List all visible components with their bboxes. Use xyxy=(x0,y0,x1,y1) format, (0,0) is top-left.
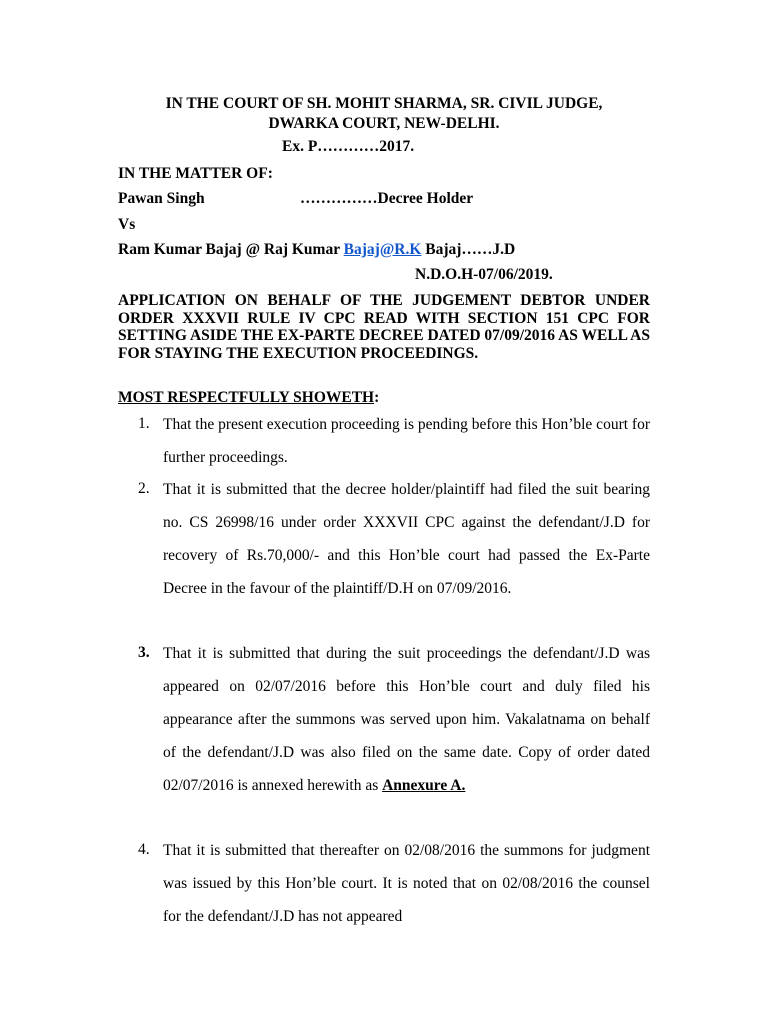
paragraph-1 xyxy=(118,408,650,474)
defendant-prefix: Ram Kumar Bajaj @ Raj Kumar xyxy=(118,241,344,258)
paragraph-3 xyxy=(118,637,650,802)
next-date-of-hearing: N.D.O.H-07/06/2019. xyxy=(415,266,553,283)
paragraph-number: 3. xyxy=(138,644,150,661)
paragraph-text xyxy=(163,637,650,802)
showeth-heading xyxy=(118,389,379,407)
paragraph-2 xyxy=(118,473,650,605)
plaintiff-role: ……………Decree Holder xyxy=(300,190,474,207)
court-heading-line2: DWARKA COURT, NEW-DELHI. xyxy=(268,115,500,132)
application-title: APPLICATION ON BEHALF OF THE JUDGEMENT DEBTOR UNDER ORDER XXXVII RULE IV CPC READ WITH SECTION 151 CPC FOR SETTING ASIDE THE EX-PARTE DECREE DATED 07/09/2016 AS WELL AS FOR STAYING THE EXECUTION PROCEEDINGS. xyxy=(118,292,650,362)
paragraph-number: 1. xyxy=(138,415,150,432)
paragraph-number: 2. xyxy=(138,480,150,497)
plaintiff-name: Pawan Singh xyxy=(118,190,205,207)
defendant-email-link[interactable]: Bajaj@R.K xyxy=(343,241,422,258)
paragraph-text: That the present execution proceeding is pending before this Hon’ble court for further proceedings. xyxy=(163,416,650,466)
showeth-text: MOST RESPECTFULLY SHOWETH xyxy=(118,389,375,406)
exhibit-number: Ex. P…………2017. xyxy=(282,138,415,155)
defendant-suffix: Bajaj……J.D xyxy=(421,241,516,258)
paragraph-4 xyxy=(118,834,650,933)
paragraph-body: That it is submitted that during the suit proceedings the defendant/J.D was appeared on 02/07/2016 before this Hon’ble court and duly filed his appearance after the summons was served upon him. Vakalatnama on behalf of the defendant/J.D was also filed on the same date. Copy of order dated 02/07/2016 is annexed herewith as xyxy=(163,645,650,794)
paragraph-number: 4. xyxy=(138,841,150,858)
paragraph-text: That it is submitted that the decree holder/plaintiff had filed the suit bearing no. CS 26998/16 under order XXXVII CPC against the defendant/J.D for recovery of Rs.70,000/- and this Hon’ble court had passed the Ex-Parte Decree in the favour of the plaintiff/D.H on 07/09/2016. xyxy=(163,481,650,597)
defendant-line xyxy=(118,241,515,259)
showeth-colon: : xyxy=(374,389,380,406)
paragraph-text: That it is submitted that thereafter on 02/08/2016 the summons for judgment was issued by this Hon’ble court. It is noted that on 02/08/2016 the counsel for the defendant/J.D has not appeared xyxy=(163,842,650,925)
versus-label: Vs xyxy=(118,216,136,233)
matter-of-heading: IN THE MATTER OF: xyxy=(118,165,273,182)
court-heading-line1: IN THE COURT OF SH. MOHIT SHARMA, SR. CIVIL JUDGE, xyxy=(165,95,603,112)
annexure-reference: Annexure A. xyxy=(382,777,466,794)
